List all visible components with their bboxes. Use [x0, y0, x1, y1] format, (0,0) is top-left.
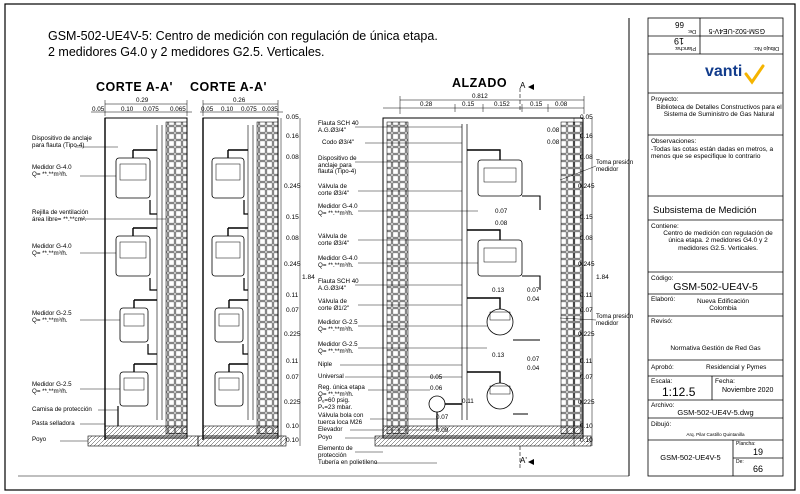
- label-niple: Niple: [318, 361, 333, 368]
- label-elevador: Elevador: [318, 426, 343, 433]
- alz-inner-dim: 0.13: [492, 352, 505, 359]
- de2-value: 66: [752, 464, 763, 474]
- dim-vertical-right: 0.07: [580, 374, 593, 381]
- dim-alz-total: 0.812: [472, 93, 488, 100]
- label-medidor-g40: Medidor G-4.0 Q= **.**m³/h.: [32, 164, 72, 178]
- dim-vertical-right: 0.10: [580, 437, 593, 444]
- label-dispositivo-anclaje: Dispositivo de anclaje para flauta (Tipo-4): [32, 135, 92, 149]
- dim-vertical: 0.11: [286, 292, 299, 299]
- observaciones-label: Observaciones:: [651, 138, 697, 145]
- dim-vertical: 0.16: [286, 133, 299, 140]
- dim-vertical: 0.07: [286, 307, 299, 314]
- dim-vertical: 0.225: [284, 331, 301, 338]
- dim-vertical-right: 0.15: [580, 214, 593, 221]
- alz-inner-dim: 0.06: [430, 385, 443, 392]
- alz-inner-dim: 0.13: [492, 287, 505, 294]
- dim-vertical: 0.245: [284, 183, 301, 190]
- contiene-label: Contiene:: [651, 223, 679, 230]
- section-marker-a: A: [520, 81, 526, 90]
- dim-c2-part: 0.075: [241, 106, 257, 113]
- label-tuberia-polietileno: Tubería en polietileno: [318, 459, 378, 466]
- codigo-value: GSM-502-UE4V-5: [673, 281, 758, 293]
- dim-vertical: 0.15: [286, 214, 299, 221]
- label-medidor-g40: Medidor G-4.0 Q= **.**m³/h.: [32, 243, 72, 257]
- observaciones-value: -Todas las cotas están dadas en metros, a menos que se especifique lo contrario: [651, 146, 774, 161]
- dim-vertical: 0.10: [286, 423, 299, 430]
- archivo-value: GSM-502-UE4V-5.dwg: [677, 408, 754, 417]
- dim-vertical: 0.10: [286, 437, 299, 444]
- plancha-label: Plancha:: [736, 441, 756, 447]
- label-valvula-corte: Válvula de corte Ø1/2": [318, 298, 350, 312]
- dim-vertical-right: 0.16: [580, 133, 593, 140]
- plancha-value: 19: [752, 447, 763, 457]
- contiene-value: Centro de medición con regulación de única etapa. 2 medidores G4.0 y 2 medidores G2.5. Verticales.: [663, 230, 773, 252]
- drawing-title-line1: GSM-502-UE4V-5: Centro de medición con regulación de única etapa.: [48, 29, 438, 43]
- dim-vertical-right: 0.245: [578, 261, 595, 268]
- dim-vertical: 0.11: [286, 358, 299, 365]
- alz-inner-dim: 0.08: [495, 220, 508, 227]
- label-flauta: Flauta SCH 40 A.G.Ø3/4": [318, 120, 359, 134]
- escala-value: 1:12.5: [662, 385, 696, 399]
- elaboro-value: Nueva Edificación Colombia: [696, 298, 750, 313]
- dim-vertical-right: 0.05: [580, 114, 593, 121]
- dim-vertical: 0.08: [286, 154, 299, 161]
- dim-total-height-right: 1.84: [596, 274, 609, 281]
- archivo-label: Archivo:: [651, 402, 675, 409]
- label-medidor-g40: Medidor G-4.0 Q= **.**m³/h.: [318, 255, 358, 269]
- dim-vertical: 0.07: [286, 374, 299, 381]
- dim-c2-part: 0.10: [221, 106, 234, 113]
- proyecto-label: Proyecto:: [651, 96, 679, 103]
- dim-vertical-right: 0.08: [580, 235, 593, 242]
- codigo-label: Código:: [651, 275, 674, 282]
- label-dispositivo: Dispositivo de anclaje para flauta (Tipo-4): [318, 155, 357, 176]
- dim-alz-part: 0.15: [462, 101, 475, 108]
- dim-alz-part: 0.15: [530, 101, 543, 108]
- vanti-logo: vanti: [705, 63, 743, 80]
- dim-c1-part: 0.075: [143, 106, 159, 113]
- view-title-corte-1: CORTE A-A': [96, 80, 173, 94]
- label-toma-presion: Toma presión medidor: [596, 313, 634, 327]
- dim-vertical: 0.05: [286, 114, 299, 121]
- proyecto-value: Biblioteca de Detalles Constructivos para el Sistema de Suministro de Gas Natural: [656, 104, 782, 119]
- alz-inner-dim: 0.09: [436, 427, 449, 434]
- reviso-label: Revisó:: [651, 318, 673, 325]
- label-medidor-g25: Medidor G-2.5 Q= **.**m³/h.: [32, 310, 72, 324]
- elaboro-label: Elaboró:: [651, 296, 676, 303]
- label-pasta: Pasta selladora: [32, 420, 75, 427]
- alz-inner-dim: 0.08: [547, 139, 560, 146]
- dim-vertical-right: 0.225: [578, 331, 595, 338]
- drawing-title-line2: 2 medidores G4.0 y 2 medidores G2.5. Verticales.: [48, 45, 325, 59]
- dim-c1-part: 0.10: [121, 106, 134, 113]
- dim-c2-total: 0.26: [233, 97, 246, 104]
- label-universal: Universal: [318, 373, 344, 380]
- label-medidor-g25: Medidor G-2.5 Q= **.**m³/h.: [318, 319, 358, 333]
- de-value: 66: [675, 20, 684, 29]
- label-regulador: Reg. única etapa Q= **.**m³/h. Pₑ=60 psig. Pₛ=23 mbar.: [318, 384, 365, 411]
- dim-vertical: 0.245: [284, 261, 301, 268]
- label-medidor-g25: Medidor G-2.5 Q= **.**m³/h.: [318, 341, 358, 355]
- label-rejilla: Rejilla de ventilación área libre= **.**cm².: [32, 209, 89, 223]
- drawing-number-label: Dibujo No:: [753, 45, 779, 51]
- dim-vertical-right: 0.245: [578, 183, 595, 190]
- dim-vertical-right: 0.11: [580, 292, 593, 299]
- sheet-label: Plancha:: [674, 45, 696, 51]
- dim-c1-total: 0.29: [136, 97, 149, 104]
- drawing-number-value: GSM-502-UE4V-5: [708, 27, 765, 34]
- drawing-number-cell: [700, 18, 783, 54]
- dibujo-label: Dibujó:: [651, 421, 672, 428]
- bottom-code: GSM-502-UE4V-5: [660, 453, 721, 462]
- label-flauta: Flauta SCH 40 A.G.Ø3/4": [318, 278, 359, 292]
- vanti-logo-mark: [746, 66, 763, 82]
- dibujo-value: Arq. Pilar Castillo Quintanilla: [686, 432, 745, 437]
- label-valvula-corte: Válvula de corte Ø3/4": [318, 233, 350, 247]
- dim-vertical-right: 0.11: [580, 358, 593, 365]
- label-elemento-proteccion: Elemento de protección: [318, 445, 353, 459]
- reviso-value: Normativa Gestión de Red Gas: [670, 345, 761, 352]
- dim-vertical-right: 0.08: [580, 154, 593, 161]
- label-poyo: Poyo: [32, 436, 47, 443]
- view-title-corte-2: CORTE A-A': [190, 80, 267, 94]
- label-poyo: Poyo: [318, 434, 333, 441]
- label-medidor-g25: Medidor G-2.5 Q= **.**m³/h.: [32, 381, 72, 395]
- alz-inner-dim: 0.11: [462, 398, 474, 405]
- alz-inner-dim: 0.04: [527, 365, 540, 372]
- label-medidor-g40: Medidor G-4.0 Q= **.**m³/h.: [318, 203, 358, 217]
- dim-alz-part: 0.08: [555, 101, 568, 108]
- fecha-label: Fecha:: [715, 378, 735, 385]
- dim-vertical-right: 0.07: [580, 307, 593, 314]
- dim-c1-part: 0.05: [92, 106, 105, 113]
- alz-inner-dim: 0.07: [527, 287, 540, 294]
- escala-label: Escala:: [651, 378, 673, 385]
- label-valvula-bola: Válvula bola con tuerca loca M26: [318, 412, 364, 426]
- dim-vertical-right: 0.10: [580, 423, 593, 430]
- alz-inner-dim: 0.07: [436, 414, 449, 421]
- de-label: De:: [687, 28, 696, 34]
- dim-alz-part: 0.28: [420, 101, 433, 108]
- dim-c2-part: 0.035: [262, 106, 278, 113]
- alz-inner-dim: 0.05: [430, 374, 443, 381]
- subsistema-title: Subsistema de Medición: [653, 205, 757, 216]
- sheet-value: 19: [673, 36, 684, 46]
- alz-inner-dim: 0.08: [547, 127, 560, 134]
- label-codo: Codo Ø3/4": [322, 139, 355, 146]
- dim-c1-part: 0.065: [170, 106, 186, 113]
- alz-inner-dim: 0.07: [495, 208, 508, 215]
- label-valvula-corte: Válvula de corte Ø3/4": [318, 183, 350, 197]
- dim-alz-part: 0.152: [494, 101, 510, 108]
- fecha-value: Noviembre 2020: [722, 387, 774, 394]
- view-title-alzado: ALZADO: [452, 76, 508, 90]
- dim-vertical-right: 0.225: [578, 399, 595, 406]
- dim-c2-part: 0.05: [201, 106, 214, 113]
- dim-total-height-left: 1.84: [302, 274, 315, 281]
- aprobo-label: Aprobó:: [651, 364, 674, 371]
- dim-vertical: 0.225: [284, 399, 301, 406]
- label-toma-presion: Toma presión medidor: [596, 159, 634, 173]
- label-camisa: Camisa de protección: [32, 406, 92, 413]
- sheet-count-cell: [648, 18, 700, 54]
- alz-inner-dim: 0.04: [527, 296, 540, 303]
- alz-inner-dim: 0.07: [527, 356, 540, 363]
- aprobo-value: Residencial y Pymes: [706, 364, 767, 371]
- de2-label: De:: [736, 459, 744, 465]
- section-marker-a-prime: A': [520, 456, 527, 465]
- dim-vertical: 0.08: [286, 235, 299, 242]
